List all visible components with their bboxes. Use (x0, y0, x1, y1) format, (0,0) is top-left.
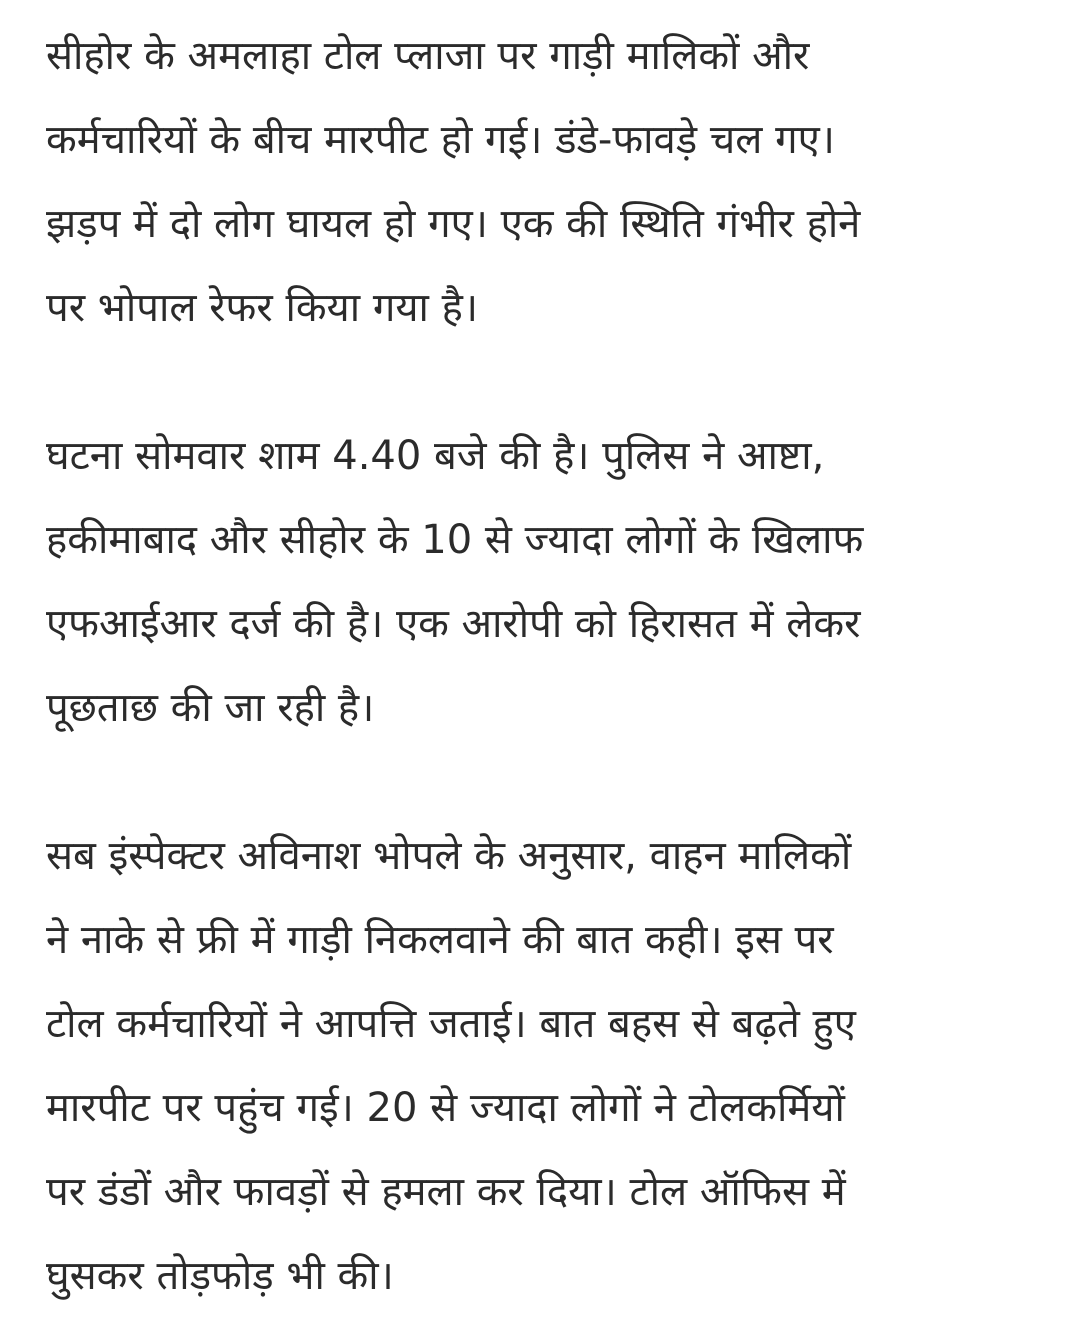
text-line: एफआईआर दर्ज की है। एक आरोपी को हिरासत में लेकर (46, 601, 861, 647)
text-line: घुसकर तोड़फोड़ भी की। (46, 1253, 394, 1299)
text-line: ने नाके से फ्री में गाड़ी निकलवाने की बात कही। इस पर (46, 917, 834, 963)
article-body (46, 14, 1046, 1318)
text-line: झड़प में दो लोग घायल हो गए। एक की स्थिति गंभीर होने (46, 201, 861, 247)
text-line: पर भोपाल रेफर किया गया है। (46, 285, 479, 331)
text-line: पर डंडों और फावड़ों से हमला कर दिया। टोल ऑफिस में (46, 1169, 846, 1215)
text-line: पूछताछ की जा रही है। (46, 685, 375, 731)
text-line: मारपीट पर पहुंच गई। 20 से ज्यादा लोगों ने टोलकर्मियों (46, 1085, 845, 1131)
text-line: हकीमाबाद और सीहोर के 10 से ज्यादा लोगों के खिलाफ (46, 517, 864, 563)
paragraph-2 (46, 414, 1046, 750)
paragraph-3 (46, 814, 1046, 1318)
text-line: घटना सोमवार शाम 4.40 बजे की है। पुलिस ने आष्टा, (46, 433, 825, 479)
text-line: कर्मचारियों के बीच मारपीट हो गई। डंडे-फावड़े चल गए। (46, 117, 835, 163)
text-line: सब इंस्पेक्टर अविनाश भोपले के अनुसार, वाहन मालिकों (46, 833, 852, 879)
text-line: टोल कर्मचारियों ने आपत्ति जताई। बात बहस से बढ़ते हुए (46, 1001, 856, 1047)
paragraph-1 (46, 14, 1046, 350)
text-line: सीहोर के अमलाहा टोल प्लाजा पर गाड़ी मालिकों और (46, 33, 810, 79)
